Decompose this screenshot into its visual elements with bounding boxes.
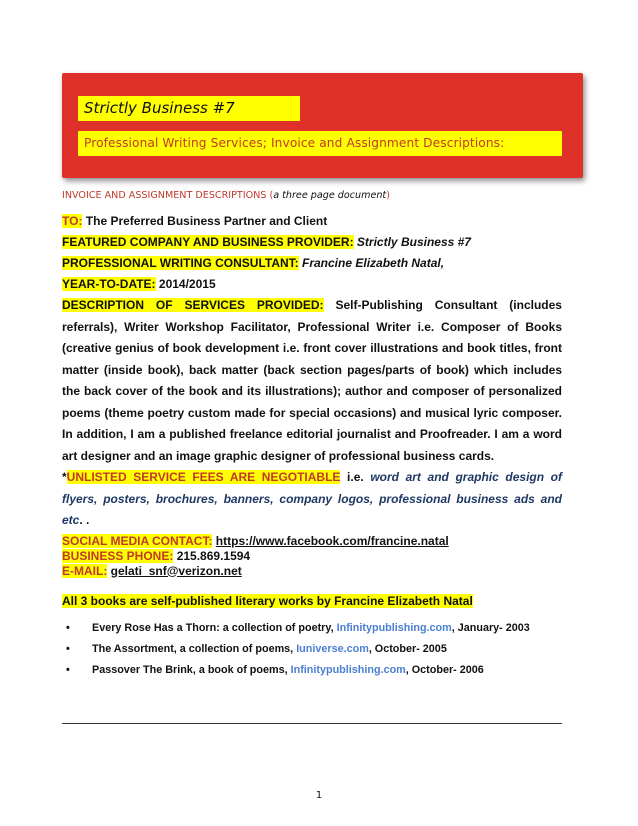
title-banner xyxy=(62,73,583,178)
consultant-line xyxy=(62,253,562,274)
services-paragraph xyxy=(62,295,562,467)
publisher-link[interactable]: Infinitypublishing.com xyxy=(336,621,452,634)
phone-value: 215.869.1594 xyxy=(173,548,251,563)
unlisted-label: UNLISTED SERVICE FEES ARE NEGOTIABLE xyxy=(66,470,341,484)
books-heading-line xyxy=(62,591,562,612)
document-body xyxy=(62,190,562,681)
list-item: • Passover The Brink, a book of poems, Infinitypublishing.com, October- 2006 xyxy=(66,663,484,676)
featured-line xyxy=(62,232,562,253)
featured-value: Strictly Business #7 xyxy=(353,235,471,249)
consultant-label: PROFESSIONAL WRITING CONSULTANT: xyxy=(62,256,299,270)
page-number: 1 xyxy=(315,790,323,801)
section-header: INVOICE AND ASSIGNMENT DESCRIPTIONS (a three page document) xyxy=(62,190,390,201)
publisher-link[interactable]: Infinitypublishing.com xyxy=(290,663,406,676)
services-label: DESCRIPTION OF SERVICES PROVIDED: xyxy=(62,298,324,312)
phone-label: BUSINESS PHONE: xyxy=(62,548,174,563)
ytd-line xyxy=(62,274,562,295)
ytd-label: YEAR-TO-DATE: xyxy=(62,277,156,291)
unlisted-text: word art and graphic design of flyers, posters, brochures, banners, company logos, professional business ads and etc xyxy=(62,470,562,527)
featured-label: FEATURED COMPANY AND BUSINESS PROVIDER: xyxy=(62,235,354,249)
list-item: • Every Rose Has a Thorn: a collection of poetry, Infinitypublishing.com, January- 2003 xyxy=(66,621,530,634)
unlisted-paragraph: *UNLISTED SERVICE FEES ARE NEGOTIABLE i.e. word art and graphic design of flyers, posters, brochures, banners, company logos, professional business ads and etc. . xyxy=(62,470,562,527)
document-title: Strictly Business #7 xyxy=(78,96,300,121)
to-line xyxy=(62,211,562,232)
email-label: E-MAIL: xyxy=(62,563,108,578)
email-link[interactable]: gelati_snf@verizon.net xyxy=(110,563,242,578)
social-label: SOCIAL MEDIA CONTACT: xyxy=(62,533,213,548)
contact-block xyxy=(62,534,562,579)
services-text: Self-Publishing Consultant (includes referrals), Writer Workshop Facilitator, Professional Writer i.e. Composer of Books (creative genius of book development i.e. front cover illustrations and book titles, front matter (inside book), back matter (back section pages/parts of book) which includes the back cover of the book and its illustrations); author and composer of personalized poems (theme poetry custom made for special occasions) and musical lyric composer. In addition, I am a published freelance editorial journalist and Proofreader. I am a word art designer and an image graphic designer of professional business cards. xyxy=(62,298,562,463)
publisher-link[interactable]: Iuniverse.com xyxy=(296,642,369,655)
to-value: The Preferred Business Partner and Client xyxy=(82,214,328,228)
divider xyxy=(62,723,562,724)
ytd-value: 2014/2015 xyxy=(155,277,216,291)
list-item: • The Assortment, a collection of poems, Iuniverse.com, October- 2005 xyxy=(66,642,447,655)
document-subtitle: Professional Writing Services; Invoice and Assignment Descriptions: xyxy=(78,131,562,156)
social-link[interactable]: https://www.facebook.com/francine.natal xyxy=(215,533,449,548)
consultant-value: Francine Elizabeth Natal, xyxy=(298,256,445,270)
books-heading: All 3 books are self-published literary works by Francine Elizabeth Natal xyxy=(62,593,473,608)
to-label: TO: xyxy=(62,214,83,228)
books-list xyxy=(62,618,562,681)
